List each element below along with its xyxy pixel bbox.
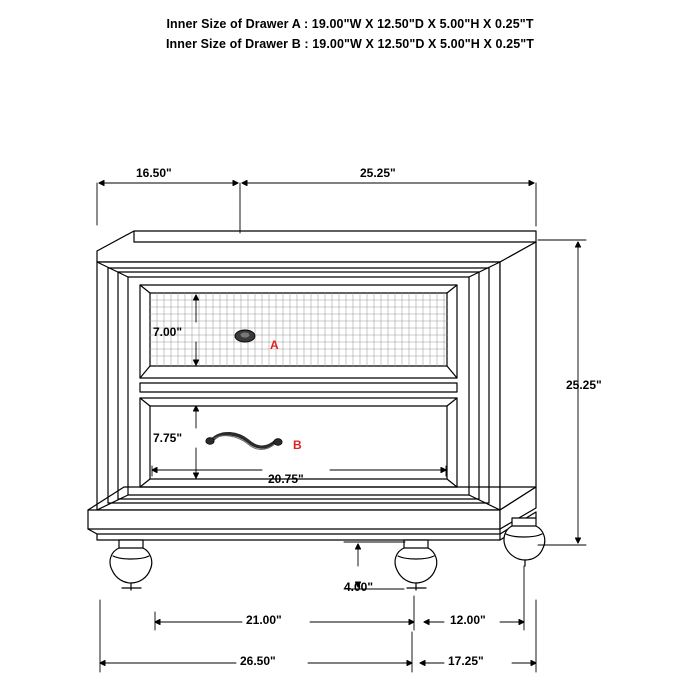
dim-bottom-width: 21.00" bbox=[246, 613, 282, 627]
dim-depth-bottom: 17.25" bbox=[448, 654, 484, 668]
header-line-drawer-b: Inner Size of Drawer B : 19.00"W X 12.50"D X 5.00"H X 0.25"T bbox=[165, 37, 535, 51]
dim-right-height: 25.25" bbox=[566, 378, 602, 392]
drawer-a-label: A bbox=[270, 338, 279, 352]
dim-depth-top: 12.00" bbox=[450, 613, 486, 627]
dim-drawer-b-width: 20.75" bbox=[268, 472, 304, 486]
drawer-b-label: B bbox=[293, 438, 302, 452]
dim-top-right: 25.25" bbox=[360, 166, 396, 180]
dim-top-left: 16.50" bbox=[136, 166, 172, 180]
header-line-drawer-a: Inner Size of Drawer A : 19.00"W X 12.50"D X 5.00"H X 0.25"T bbox=[166, 17, 534, 31]
dim-bottom-overall: 26.50" bbox=[240, 654, 276, 668]
dim-drawer-b-height: 7.75" bbox=[153, 431, 183, 445]
dim-drawer-a-height: 7.00" bbox=[153, 325, 183, 339]
dim-leg-height: 4.00" bbox=[344, 580, 374, 594]
